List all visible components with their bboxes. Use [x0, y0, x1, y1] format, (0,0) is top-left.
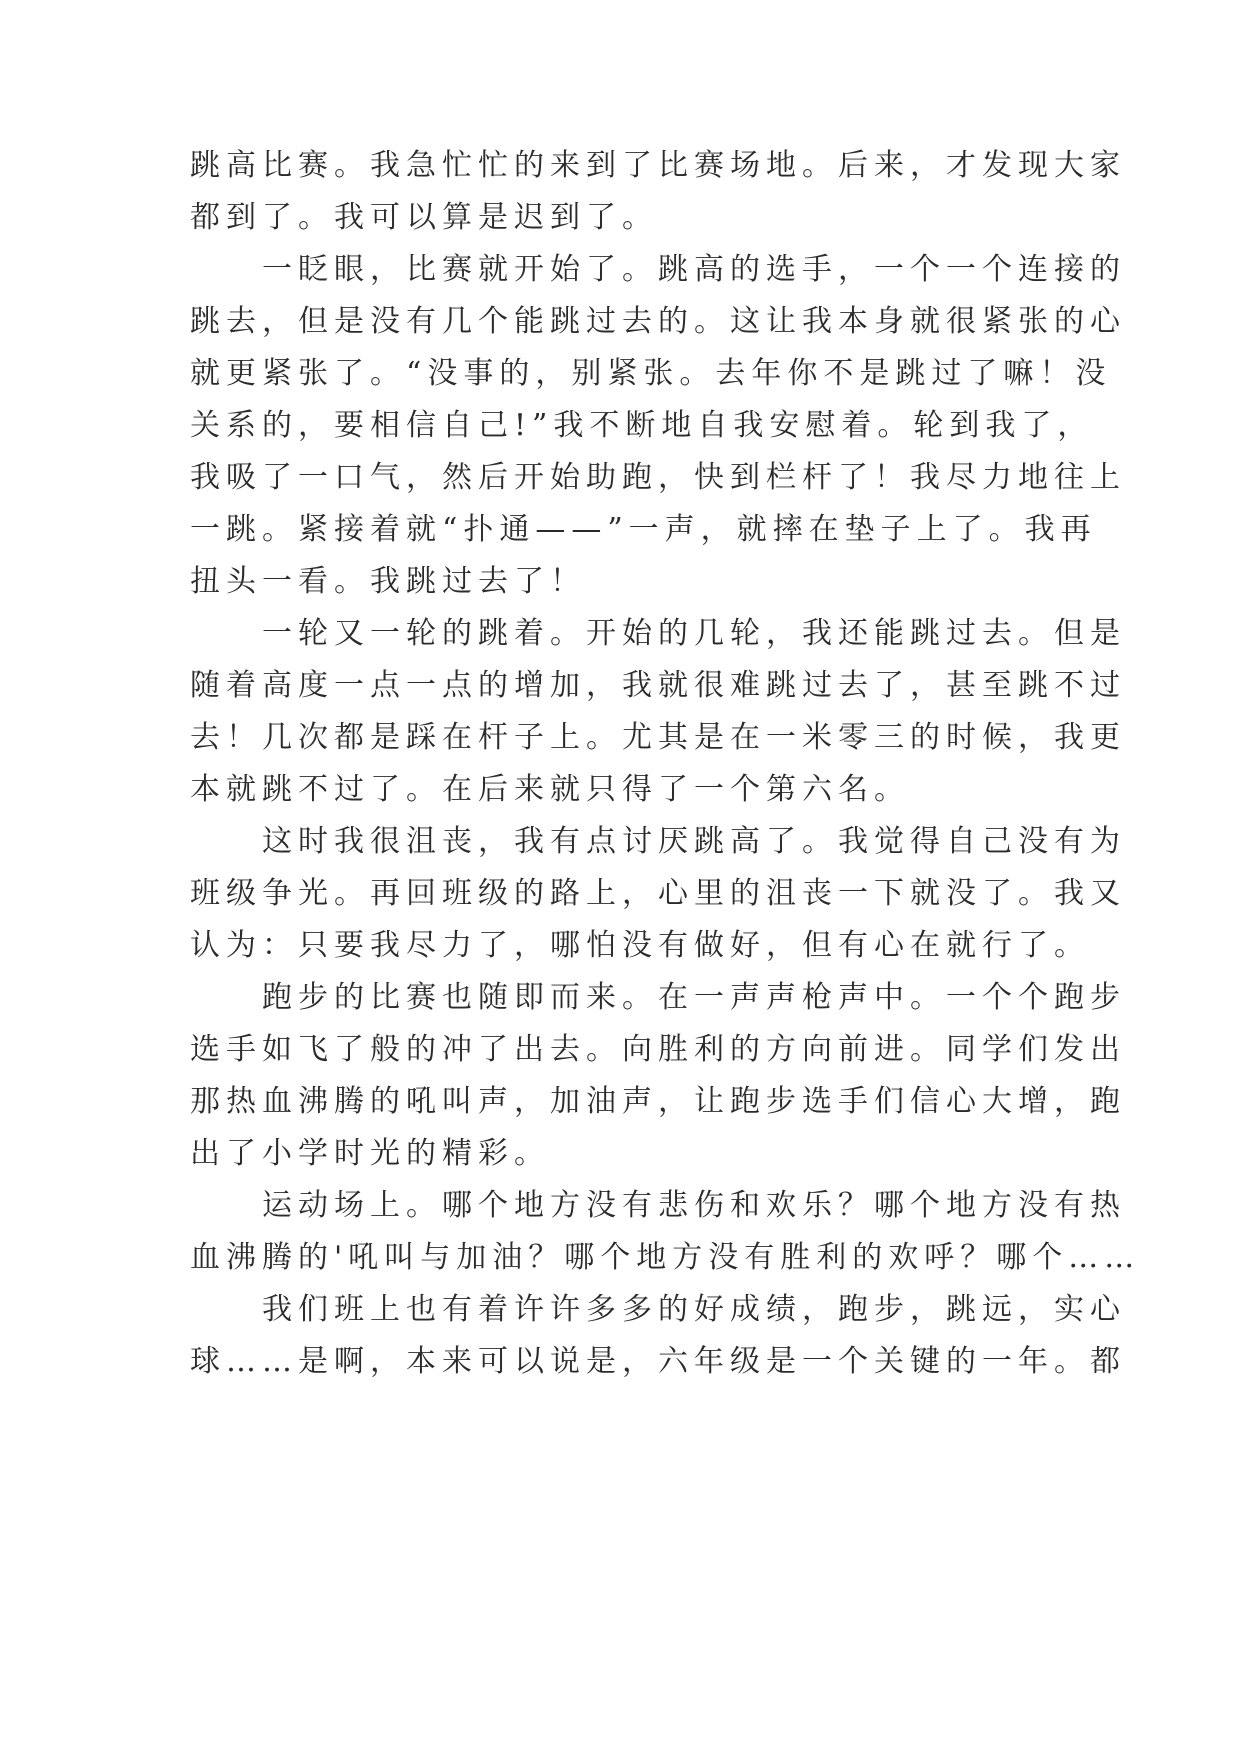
text-line: 这时我很沮丧，我有点讨厌跳高了。我觉得自己没有为: [190, 824, 1126, 859]
text-line: 本就跳不过了。在后来就只得了一个第六名。: [190, 772, 910, 807]
text-line: 就更紧张了。“没事的，别紧张。去年你不是跳过了嘛！没: [190, 356, 1112, 391]
text-line: 血沸腾的'吼叫与加油？哪个地方没有胜利的欢呼？哪个……: [190, 1240, 1141, 1275]
text-line: 关系的，要相信自己!”我不断地自我安慰着。轮到我了，: [190, 408, 1094, 443]
text-line: 我们班上也有着许许多多的好成绩，跑步，跳远，实心: [190, 1292, 1126, 1327]
text-line: 一轮又一轮的跳着。开始的几轮，我还能跳过去。但是: [190, 616, 1126, 651]
text-line: 班级争光。再回班级的路上，心里的沮丧一下就没了。我又: [190, 876, 1126, 911]
text-line: 球……是啊，本来可以说是，六年级是一个关键的一年。都: [190, 1344, 1126, 1379]
text-line: 都到了。我可以算是迟到了。: [190, 200, 658, 235]
text-line: 运动场上。哪个地方没有悲伤和欢乐？哪个地方没有热: [190, 1188, 1126, 1223]
text-line: 随着高度一点一点的增加，我就很难跳过去了，甚至跳不过: [190, 668, 1126, 703]
text-line: 选手如飞了般的冲了出去。向胜利的方向前进。同学们发出: [190, 1032, 1126, 1067]
text-line: 认为：只要我尽力了，哪怕没有做好，但有心在就行了。: [190, 928, 1090, 963]
text-line: 出了小学时光的精彩。: [190, 1136, 550, 1171]
text-line: 一眨眼，比赛就开始了。跳高的选手，一个一个连接的: [190, 252, 1126, 287]
text-line: 跳高比赛。我急忙忙的来到了比赛场地。后来，才发现大家: [190, 148, 1126, 183]
text-line: 跑步的比赛也随即而来。在一声声枪声中。一个个跑步: [190, 980, 1126, 1015]
text-line: 那热血沸腾的吼叫声，加油声，让跑步选手们信心大增，跑: [190, 1084, 1126, 1119]
text-line: 跳去，但是没有几个能跳过去的。这让我本身就很紧张的心: [190, 304, 1126, 339]
text-line: 一跳。紧接着就“扑通——”一声，就摔在垫子上了。我再: [190, 512, 1097, 547]
text-line: 我吸了一口气，然后开始助跑，快到栏杆了！我尽力地往上: [190, 460, 1126, 495]
text-line: 去！几次都是踩在杆子上。尤其是在一米零三的时候，我更: [190, 720, 1126, 755]
text-line: 扭头一看。我跳过去了！: [190, 564, 586, 599]
